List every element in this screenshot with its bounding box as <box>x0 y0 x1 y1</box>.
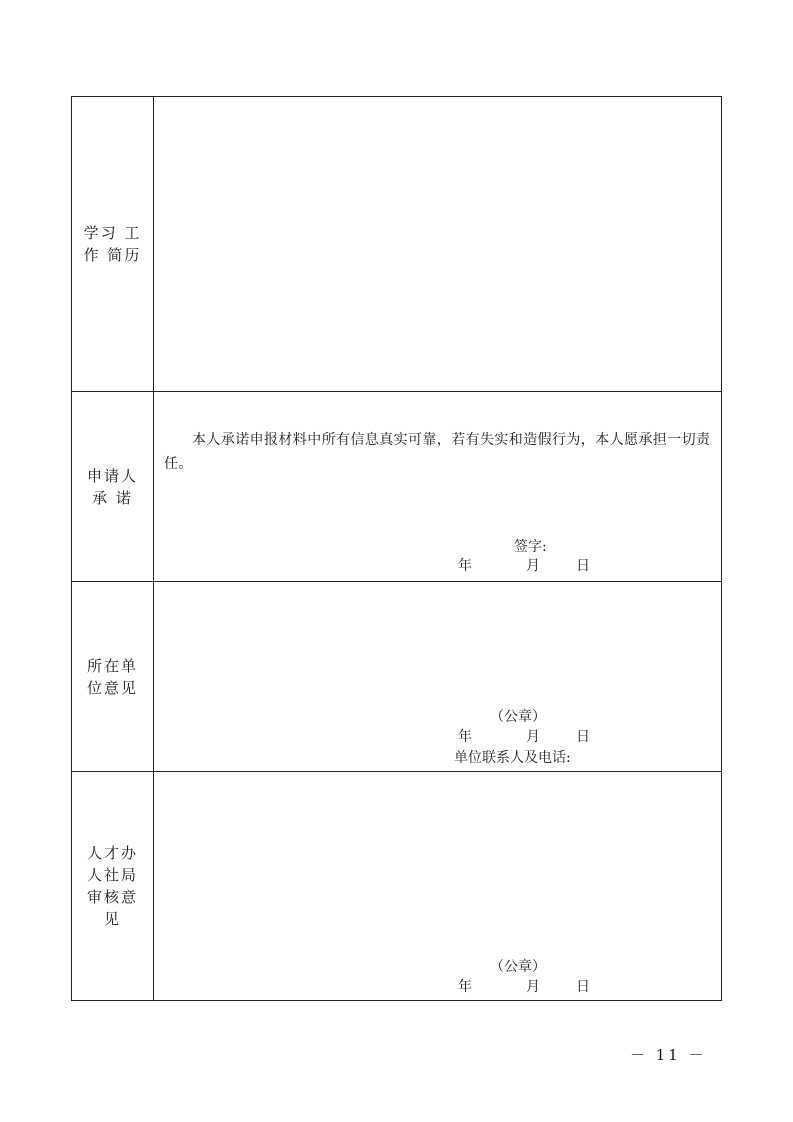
pledge-statement: 本人承诺申报材料中所有信息真实可靠，若有失实和造假行为，本人愿承担一切责任。 <box>164 432 711 472</box>
unit-opinion-date-line <box>458 727 590 747</box>
review-opinion-content-cell[interactable] <box>154 772 721 1000</box>
page-number: － 11 － <box>630 1046 707 1064</box>
resume-content-cell[interactable] <box>154 97 721 391</box>
pledge-label-cell <box>72 392 154 581</box>
date-year-label: 年 <box>458 729 472 745</box>
date-day-label: 日 <box>576 729 590 745</box>
unit-contact-label: 单位联系人及电话: <box>454 750 571 766</box>
date-month-label: 月 <box>526 729 540 745</box>
unit-opinion-label-cell <box>72 582 154 771</box>
date-month-label: 月 <box>526 979 540 995</box>
date-year-label: 年 <box>458 979 472 995</box>
application-form-table <box>71 96 722 1001</box>
review-opinion-label: 人才办 人社局 审核意见 <box>86 844 138 928</box>
review-opinion-row <box>72 771 721 1000</box>
unit-opinion-content-cell[interactable] <box>154 582 721 771</box>
unit-opinion-label: 所在单 位意见 <box>86 656 138 697</box>
date-day-label: 日 <box>576 979 590 995</box>
study-work-resume-row <box>72 97 721 391</box>
date-day-label: 日 <box>576 558 590 574</box>
pledge-date-line <box>458 556 590 576</box>
official-seal-label: （公章） <box>490 959 546 975</box>
signature-label[interactable]: 签字: <box>514 539 547 555</box>
official-seal-label: （公章） <box>490 709 546 725</box>
date-year-label: 年 <box>458 558 472 574</box>
resume-label: 学习 工作 简历 <box>83 224 142 264</box>
applicant-pledge-row <box>72 391 721 581</box>
unit-opinion-row <box>72 581 721 771</box>
pledge-content-cell <box>154 392 721 581</box>
resume-label-cell <box>72 97 154 391</box>
review-opinion-date-line <box>458 977 590 997</box>
date-month-label: 月 <box>526 558 540 574</box>
pledge-label: 申请人 承 诺 <box>86 466 138 507</box>
review-opinion-label-cell <box>72 772 154 1000</box>
